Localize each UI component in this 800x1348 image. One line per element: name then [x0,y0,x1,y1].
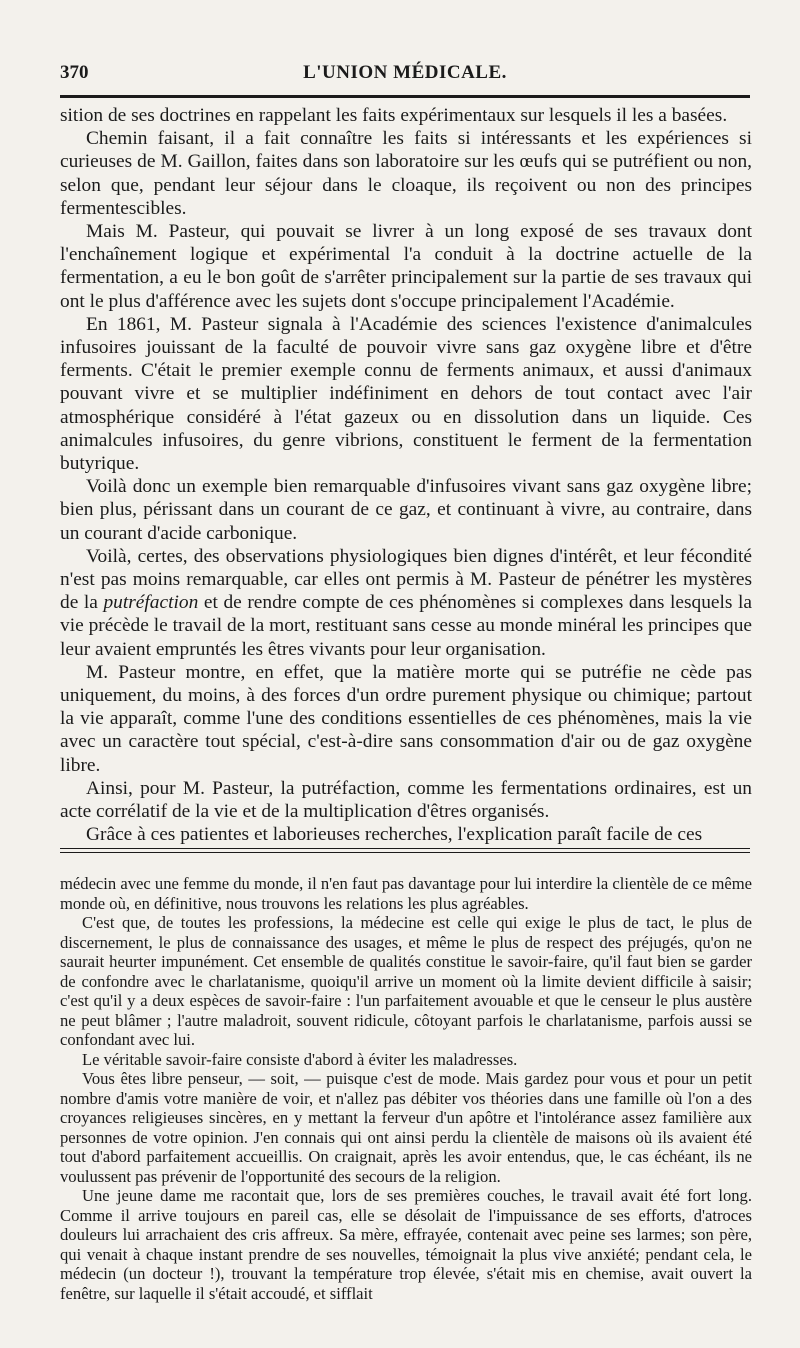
paragraph: C'est que, de toutes les professions, la médecine est celle qui exige le plus de tact, le plus de discernement, le plus de connaissance des usages, et même le plus de respect des préjugés, qu'on ne saurait heurter impunément. Cet ensemble de qualités constitue le savoir-faire, qu'il faut bien se garder de confondre avec le charlatanisme, quoiqu'il arrive un moment où la limite devient difficile à saisir; c'est qu'il y a deux espèces de savoir-faire : l'un parfaitement avouable et que le censeur le plus austère ne peut blâmer ; l'autre maladroit, souvent ridicule, côtoyant parfois le charlatanisme, parfois aussi se confondant avec lui. [60,913,752,1049]
main-text-column [60,104,753,846]
paragraph-text: et de rendre compte de ces phénomènes si complexes dans lesquels la vie précède le travail de la mort, restituant sans cesse au monde minéral les principes que leur avaient empruntés les êtres vivants pour leur organisation. [60,592,753,660]
running-title: L'UNION MÉDICALE. [303,62,507,83]
page-number: 370 [60,62,89,83]
paragraph: Une jeune dame me racontait que, lors de ses premières couches, le travail avait été fort long. Comme il arrive toujours en pareil cas, elle se désolait de l'impuissance de ses efforts, d'atroces douleurs lui arrachaient des cris affreux. Sa mère, effrayée, contenait avec peine ses larmes; son père, qui venait à chaque instant prendre de ses nouvelles, témoignait la plus vive anxiété; pendant cela, le médecin (un docteur !), trouvant la température trop élevée, s'était mis en chemise, avait ouvert la fenêtre, sur laquelle il s'était accoudé, et sifflait [60,1186,752,1303]
paragraph: Vous êtes libre penseur, — soit, — puisque c'est de mode. Mais gardez pour vous et pour un petit nombre d'amis votre manière de voir, et n'allez pas débiter vos théories dans une famille où l'on a des croyances religieuses sincères, en y mettant la ferveur d'un apôtre et l'intolérance assez familière aux personnes de votre opinion. J'en connais qui ont ainsi perdu la clientèle de maisons où ils avaient été tout d'abord parfaitement accueillis. On craignait, après les avoir entendus, que, le cas échéant, ils ne voulussent pas prévenir de l'opportunité des secours de la religion. [60,1069,752,1186]
page-header [60,62,750,88]
paragraph: M. Pasteur montre, en effet, que la matière morte qui se putréfie ne cède pas uniquement, du moins, à des forces d'un ordre purement physique ou chimique; partout la vie apparaît, comme l'une des conditions essentielles de ces phénomènes, mais la vie avec un caractère tout spécial, c'est-à-dire sans consommation d'air ou de gaz oxygène libre. [60,661,752,776]
italic-term: putréfaction [103,592,199,614]
paragraph: Mais M. Pasteur, qui pouvait se livrer à un long exposé de ses travaux dont l'enchaînement logique et expérimental l'a conduit à la doctrine actuelle de la fermentation, a eu le bon goût de s'arrêter principalement sur la partie de ses travaux qui ont le plus d'afférence avec les sujets dont s'occupe principalement l'Académie. [60,221,752,312]
header-rule [60,95,750,98]
paragraph: Voilà donc un exemple bien remarquable d'infusoires vivant sans gaz oxygène libre; bien plus, périssant dans un courant de ce gaz, et continuant à vivre, au contraire, dans un courant d'acide carbonique. [60,476,752,544]
feuilleton-separator [60,848,750,853]
paragraph: En 1861, M. Pasteur signala à l'Académie des sciences l'existence d'animalcules infusoires jouissant de la faculté de pouvoir vivre sans gaz oxygène libre et d'être ferments. C'était le premier exemple connu de ferments animaux, et aussi d'animaux pouvant vivre et se multiplier indéfiniment en dehors de tout contact avec l'air atmosphérique considéré à l'état gazeux ou en dissolution dans un liquide. Ces animalcules infusoires, du genre vibrions, constituent le ferment de la fermentation butyrique. [60,313,752,475]
paragraph: Ainsi, pour M. Pasteur, la putréfaction, comme les fermentations ordinaires, est un acte corrélatif de la vie et de la multiplication d'êtres organisés. [60,777,752,823]
paragraph: médecin avec une femme du monde, il n'en faut pas davantage pour lui interdire la clientèle de ce même monde où, en définitive, nous trouvons les relations les plus agréables. [60,874,752,913]
paragraph: sition de ses doctrines en rappelant les faits expérimentaux sur lesquels il les a basées. [60,105,728,126]
paragraph: Le véritable savoir-faire consiste d'abord à éviter les maladresses. [82,1049,518,1069]
paragraph-text: Voilà, certes, des observations physiologiques bien dignes d'intérêt, et leur fécondité n'est pas moins remarquable, car elles ont permis à M. Pasteur de pénétrer les mystères de la [60,545,752,614]
paragraph: Chemin faisant, il a fait connaître les faits si intéressants et les expériences si curieuses de M. Gaillon, faites dans son laboratoire sur les œufs qui se putréfient ou non, selon que, pendant leur séjour dans le cloaque, ils reçoivent ou non des principes fermentescibles. [60,128,752,219]
paragraph: Grâce à ces patientes et laborieuses recherches, l'explication paraît facile de ces [86,824,703,846]
paragraph [60,545,752,661]
feuilleton-column [60,874,752,1334]
